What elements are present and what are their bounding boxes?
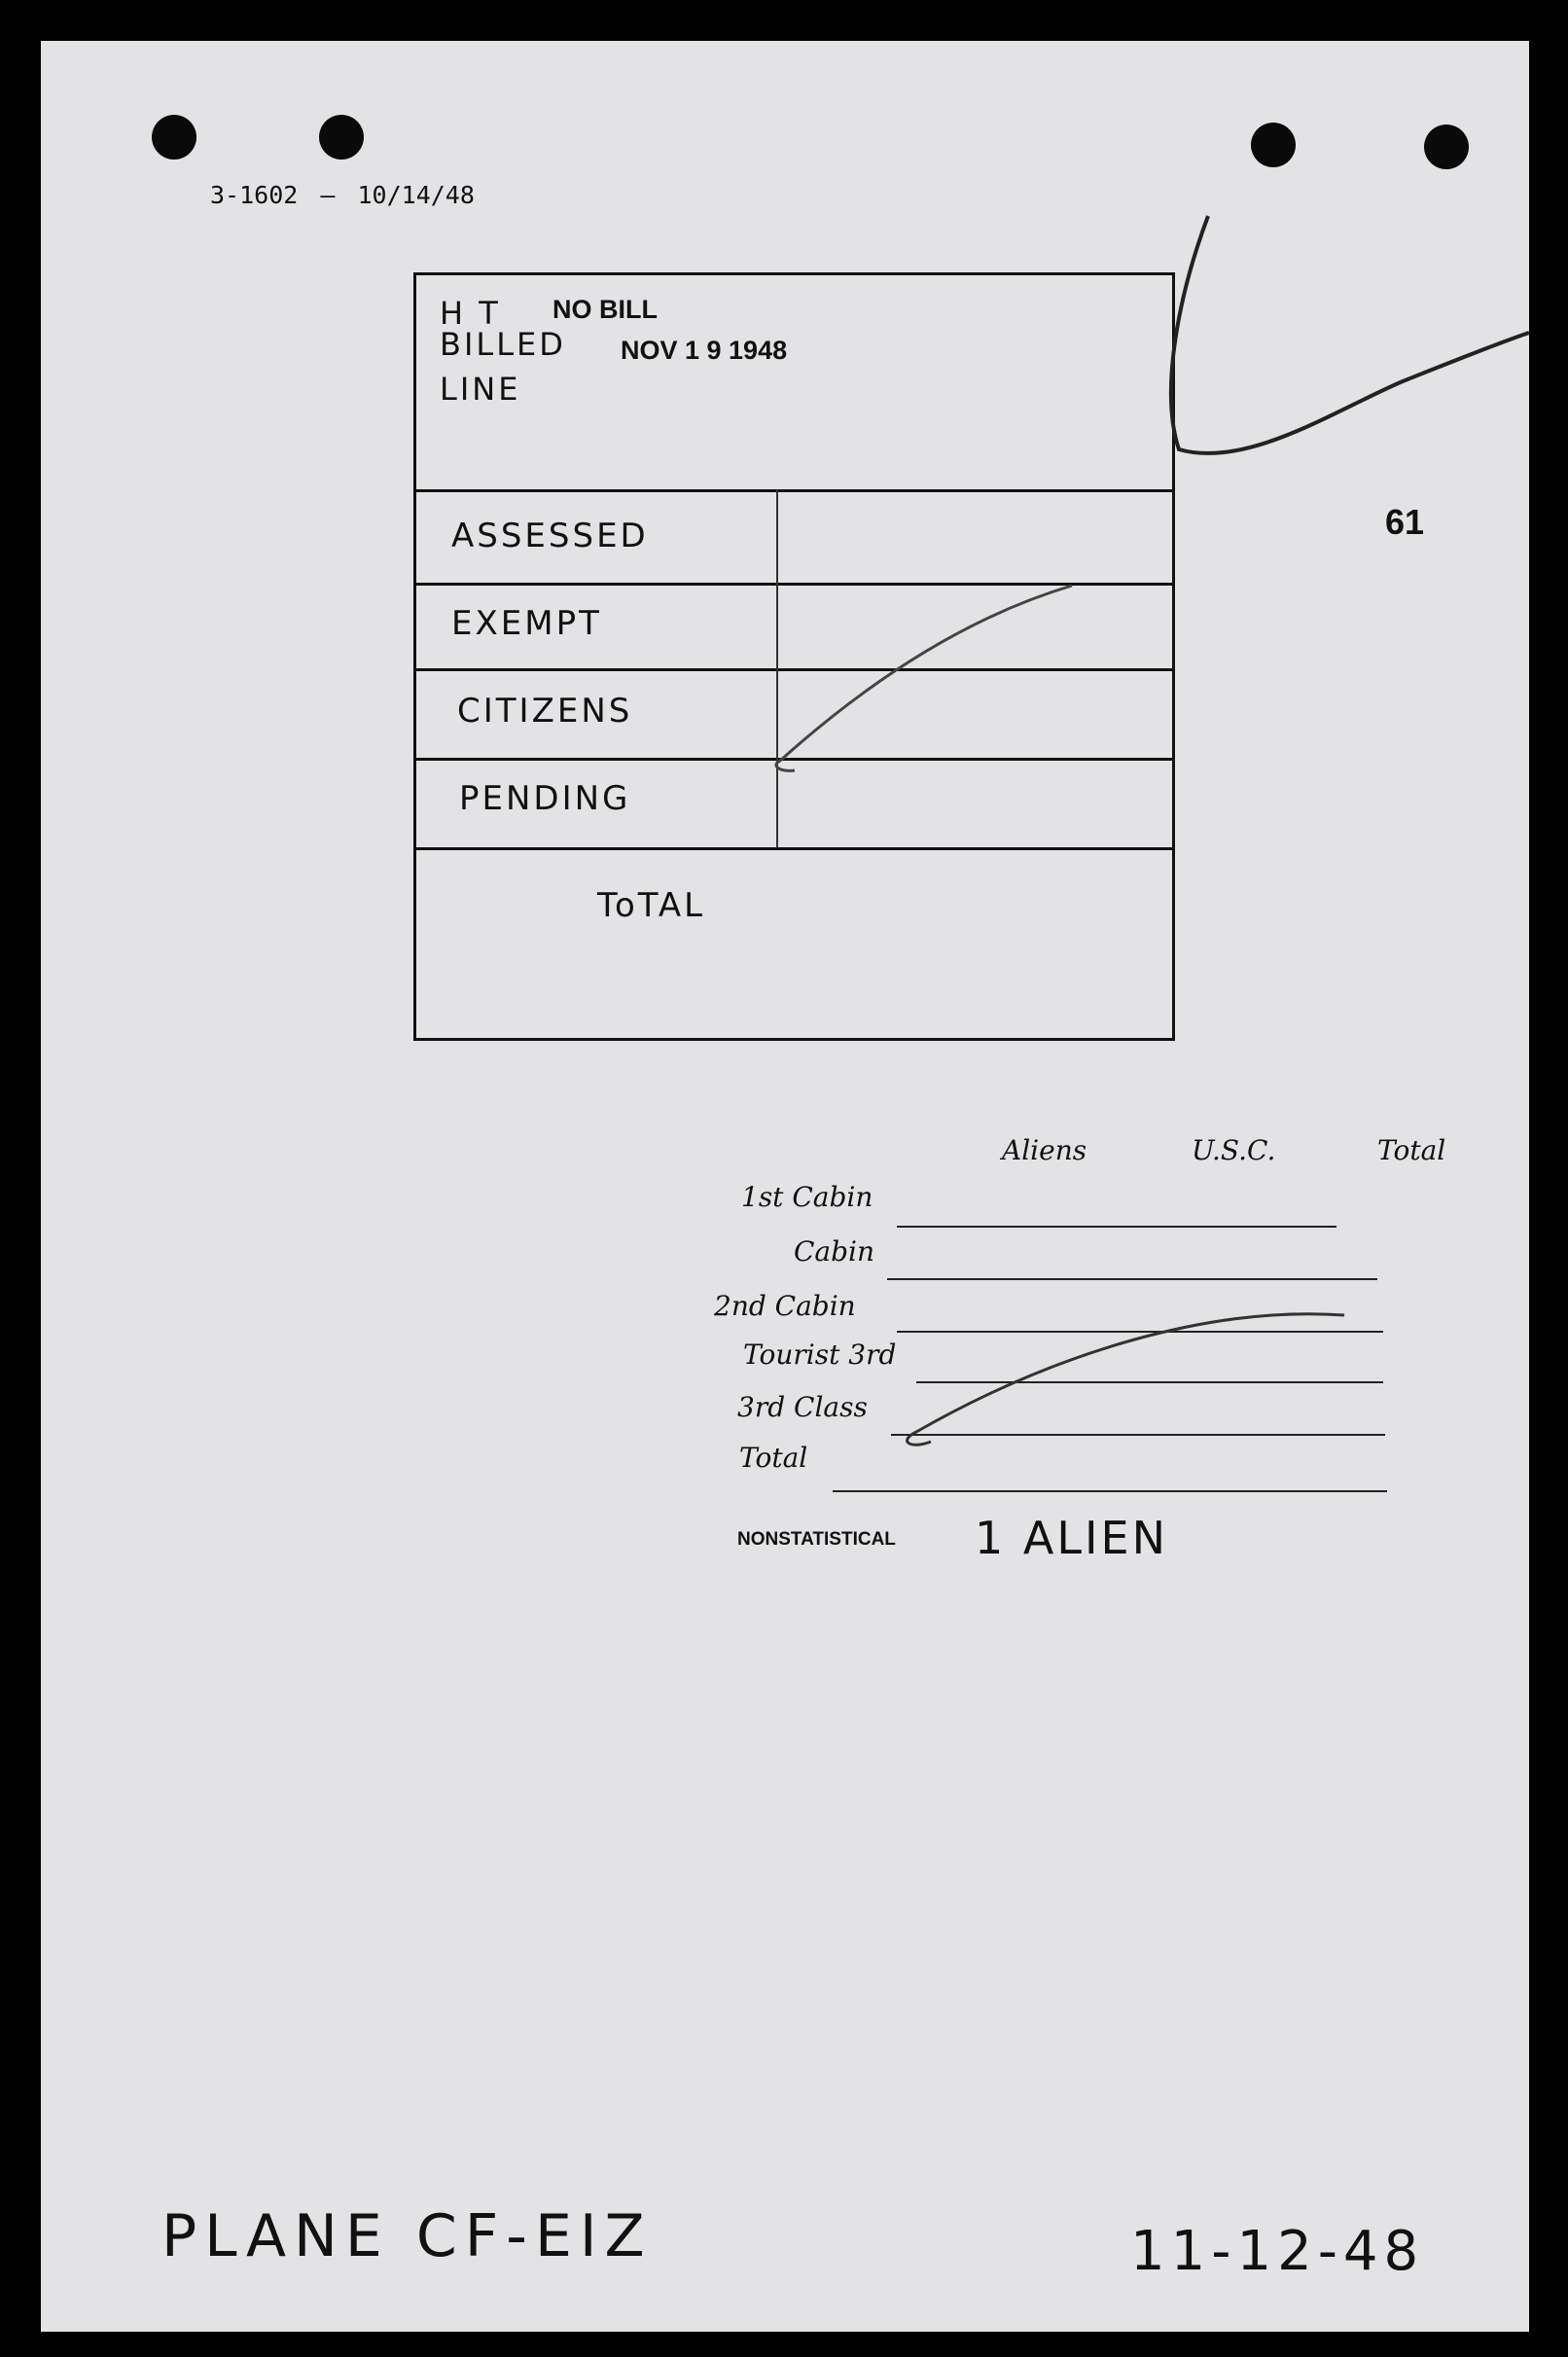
file-number: 3-1602 <box>210 181 299 209</box>
nonstatistical-label: NONSTATISTICAL <box>737 1529 896 1550</box>
citizens-label: CITIZENS <box>457 692 633 731</box>
pending-label: PENDING <box>459 779 631 818</box>
footer-date: 11-12-48 <box>1130 2220 1425 2283</box>
separator: — <box>320 181 336 209</box>
plane-identifier: PLANE CF-EIZ <box>161 2202 653 2270</box>
row-label-cabin: Cabin <box>794 1235 875 1268</box>
exempt-label: EXEMPT <box>451 604 602 643</box>
column-header-aliens: Aliens <box>1002 1134 1087 1166</box>
row-label-first-cabin: 1st Cabin <box>741 1181 873 1213</box>
row-label-third-class: 3rd Class <box>737 1391 868 1423</box>
ht-label: H T <box>440 295 501 332</box>
check-mark-box <box>776 586 1072 770</box>
nonstatistical-value: 1 ALIEN <box>975 1512 1169 1564</box>
column-header-usc: U.S.C. <box>1192 1134 1276 1166</box>
total-label: ToTAL <box>597 886 706 925</box>
file-date: 10/14/48 <box>357 181 475 209</box>
document-page <box>41 41 1529 2332</box>
billed-label: BILLED <box>440 326 566 363</box>
check-mark-table <box>908 1314 1344 1446</box>
assessed-label: ASSESSED <box>451 517 649 555</box>
check-mark-top <box>1171 216 1529 453</box>
line-label: LINE <box>440 371 521 408</box>
no-bill-stamp: NO BILL <box>552 295 658 324</box>
stamp-date: NOV 1 9 1948 <box>621 336 788 365</box>
row-label-total: Total <box>739 1442 808 1474</box>
column-header-total: Total <box>1377 1134 1446 1166</box>
pencil-marks <box>41 41 1529 2332</box>
row-label-tourist-third: Tourist 3rd <box>743 1339 897 1371</box>
row-label-second-cabin: 2nd Cabin <box>714 1290 856 1322</box>
page-number: 61 <box>1385 502 1425 542</box>
